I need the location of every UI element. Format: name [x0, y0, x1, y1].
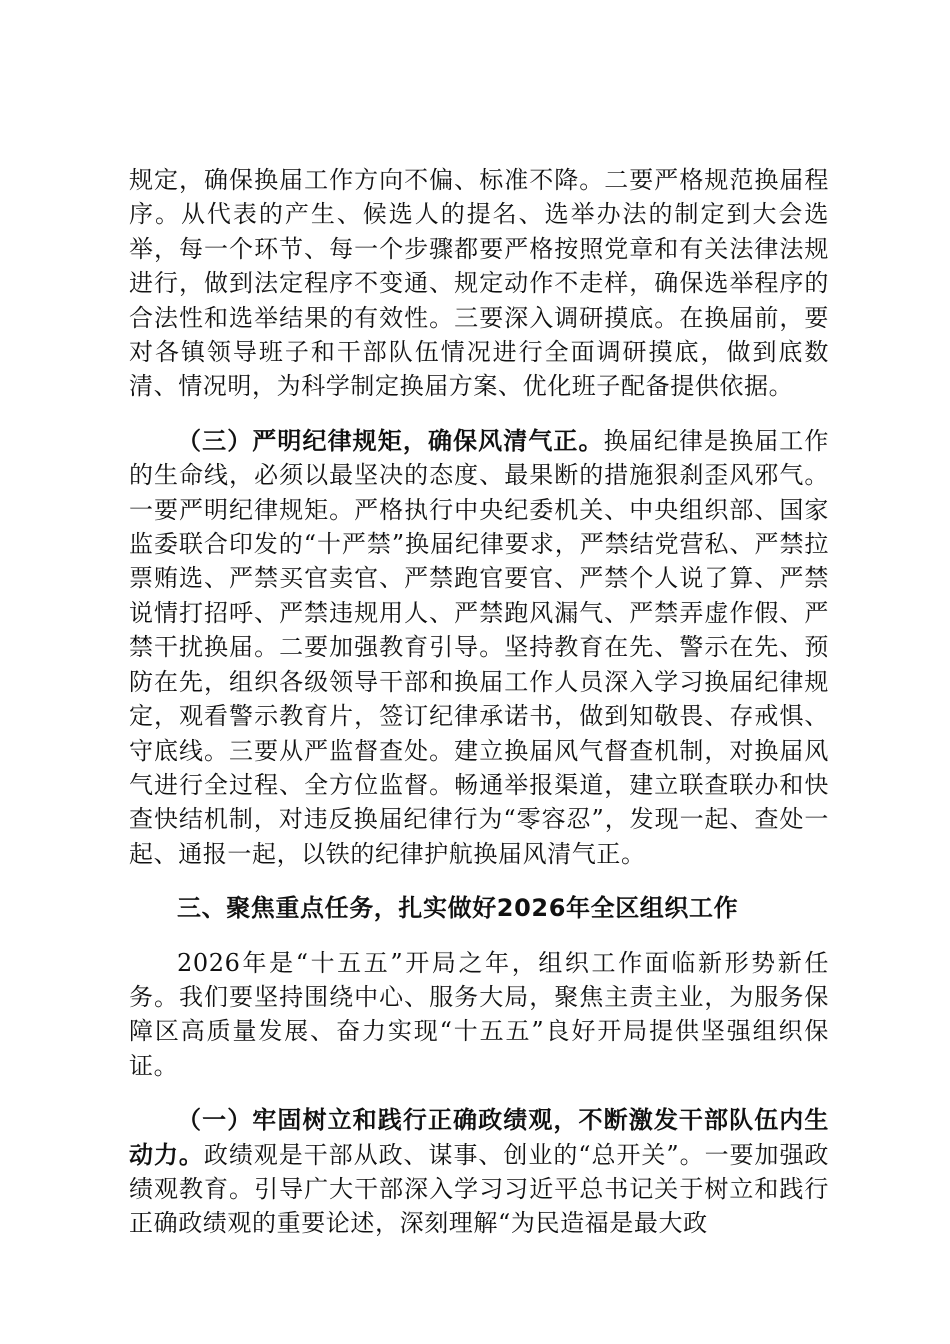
paragraph-text: 2026年是“十五五”开局之年，组织工作面临新形势新任务。我们要坚持围绕中心、服务大局，聚焦主责主业，为服务保障区高质量发展、奋力实现“十五五”良好开局提供坚强组织保证。	[129, 948, 829, 1080]
paragraph-continued	[129, 163, 829, 404]
paragraph-text: 政绩观是干部从政、谋事、创业的“总开关”。一要加强政绩观教育。引导广大干部深入学习习近平总书记关于树立和践行正确政绩观的重要论述，深刻理解“为民造福是最大政	[129, 1140, 829, 1238]
document-body	[129, 163, 829, 1261]
section-heading: 三、聚焦重点任务，扎实做好2026年全区组织工作	[177, 894, 739, 923]
paragraph-performance-view	[129, 1103, 829, 1241]
paragraph-text: 规定，确保换届工作方向不偏、标准不降。二要严格规范换届程序。从代表的产生、候选人的提名、选举办法的制定到大会选举，每一个环节、每一个步骤都要严格按照党章和有关法律法规进行，做到法定程序不变通、规定动作不走样，确保选举程序的合法性和选举结果的有效性。三要深入调研摸底。在换届前，要对各镇领导班子和干部队伍情况进行全面调研摸底，做到底数清、情况明，为科学制定换届方案、优化班子配备提供依据。	[129, 166, 829, 401]
paragraph-lead: （一）牢固树立和践行正确政绩观，不断激发干部队伍内生动力。	[129, 1105, 829, 1169]
paragraph-intro	[129, 946, 829, 1084]
paragraph-lead: （三）严明纪律规矩，确保风清气正。	[177, 425, 604, 455]
paragraph-discipline	[129, 424, 829, 871]
paragraph-text: 换届纪律是换届工作的生命线，必须以最坚决的态度、最果断的措施狠刹歪风邪气。一要严明纪律规矩。严格执行中央纪委机关、中央组织部、国家监委联合印发的“十严禁”换届纪律要求，严禁结党营私、严禁拉票贿选、严禁买官卖官、严禁跑官要官、严禁个人说了算、严禁说情打招呼、严禁违规用人、严禁跑风漏气、严禁弄虚作假、严禁干扰换届。二要加强教育引导。坚持教育在先、警示在先、预防在先，组织各级领导干部和换届工作人员深入学习换届纪律规定，观看警示教育片，签订纪律承诺书，做到知敬畏、存戒惧、守底线。三要从严监督查处。建立换届风气督查机制，对换届风气进行全过程、全方位监督。畅通举报渠道，建立联查联办和快查快结机制，对违反换届纪律行为“零容忍”，发现一起、查处一起、通报一起，以铁的纪律护航换届风清气正。	[129, 426, 829, 868]
